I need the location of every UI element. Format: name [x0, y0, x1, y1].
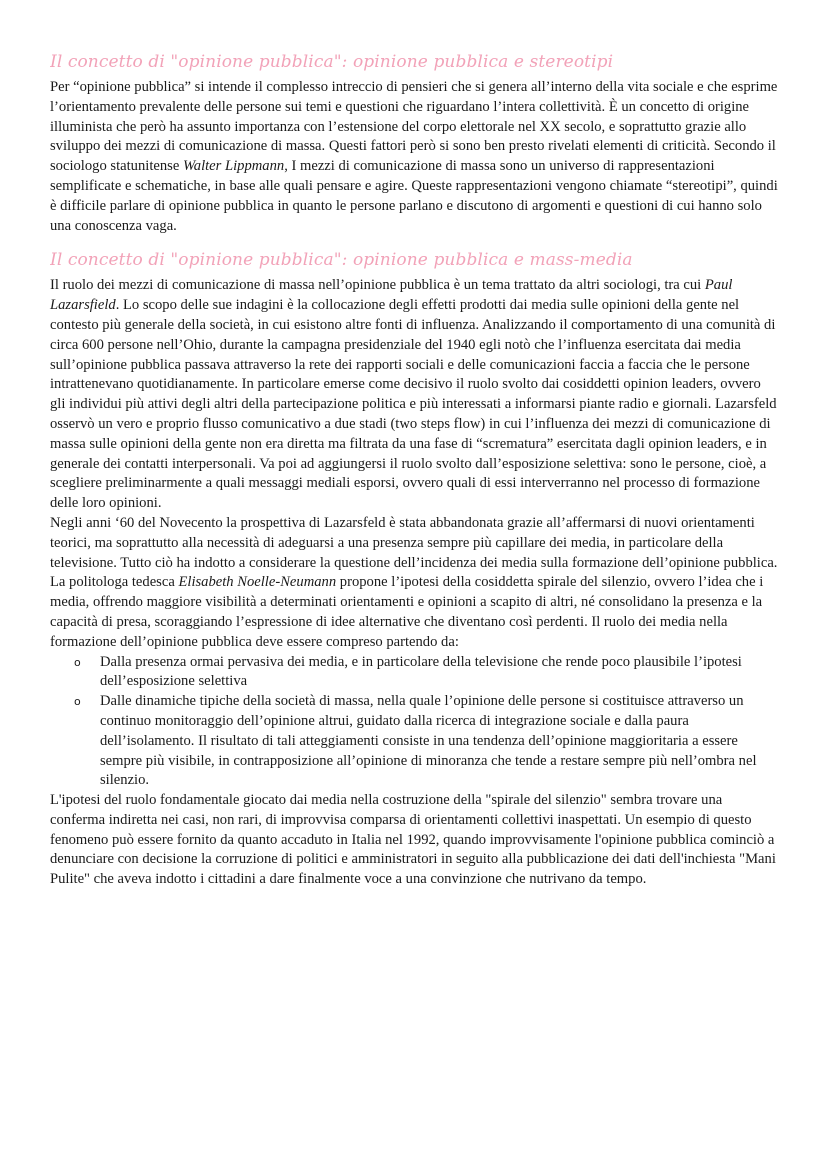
bullet-list: [50, 653, 778, 792]
list-item-text: Dalle dinamiche tipiche della società di massa, nella quale l’opinione delle persone si costituisce attraverso un continuo monitoraggio dell’opinione altrui, guidato dalla ricerca di integrazione sociale e dalla paura dell’isolamento. Il risultato di tali atteggiamenti consiste in una tendenza dell’opinione maggioritaria a essere sempre più visibile, in contrapposizione all’opinione di minoranza che tende a restare sempre più nell’ombra nel silenzio.: [100, 693, 757, 789]
paragraph-text: Negli anni ‘60 del Novecento la prospettiva di Lazarsfeld è stata abbandonata grazie all’affermarsi di nuovi orientamenti teorici, ma soprattutto alla necessità di adeguarsi a una presenza sempre più capillare dei media, in particolare della televisione. Tutto ciò ha indotto a considerare la questione dell’incidenza dei media sulla formazione dell’opinione pubblica. La politologa tedesca: [50, 514, 778, 591]
author-name-noelle-neumann: Elisabeth Noelle-Neumann: [178, 574, 337, 591]
bullet-circle-icon: o: [74, 655, 81, 669]
paragraph-text: Il ruolo dei mezzi di comunicazione di massa nell’opinione pubblica è un tema trattato da altri sociologi, tra cui: [50, 277, 705, 294]
paragraph-mani-pulite: L'ipotesi del ruolo fondamentale giocato dai media nella costruzione della "spirale del silenzio" sembra trovare una conferma indiretta nei casi, non rari, di improvvisa comparsa di orientamenti collettivi inaspettati. Un esempio di questo fenomeno può essere fornito da quanto accaduto in Italia nel 1992, quando improvvisamente l'opinione pubblica cominciò a denunciare con decisione la corruzione di politici e amministratori in seguito alla pubblicazione dei dati dell'inchiesta "Mani Pulite" che aveva indotto i cittadini a dare finalmente voce a una convinzione che nutrivano da tempo.: [50, 792, 776, 888]
list-item: [74, 692, 778, 791]
section-heading-stereotipi: Il concetto di "opinione pubblica": opinione pubblica e stereotipi: [50, 52, 614, 72]
paragraph-text: propone l’ipotesi della cosiddetta spirale del silenzio, ovvero l’idea che i media, offrendo maggiore visibilità a determinati orientamenti e opinioni a scapito di altri, né consolidano la presenza e la capacità di presa, scoraggiando l’espressione di idee alternative che diventano così perdenti. Il ruolo dei media nella formazione dell’opinione pubblica deve essere compreso partendo da:: [50, 574, 764, 650]
paragraph-stereotipi: [50, 78, 778, 236]
list-item: [74, 653, 778, 693]
paragraph-noelle-neumann: [50, 514, 778, 653]
paragraph-text: . Lo scopo delle sue indagini è la collocazione degli effetti prodotti dai media sulle opinioni della gente nel contesto più generale della società, in cui esistono altre fonti di influenza. Analizzando il comportamento di una comunità di circa 600 persone nell’Ohio, durante la campagna presidenziale del 1940 egli notò che l’influenza esercitata dai media sull’opinione pubblica passava attraverso la rete dei rapporti sociali e delle comunicazioni faccia a faccia che le persone intrattenevano quotidianamente. In particolare emerse come decisivo il ruolo svolto dai cosiddetti opinion leaders, ovvero gli individui più attivi degli altri della partecipazione politica e più interessati a informarsi piante radio e giornali. Lazarsfeld osservò un vero e proprio flusso comunicativo a due stadi (two steps flow) in cui l’influenza dei mezzi di comunicazione di massa sulle opinioni della gente non era diretta ma filtrata da una fase di “scrematura” esercitata dagli opinion leaders, e in generale dei contatti interpersonali. Va poi ad aggiungersi il ruolo svolto dall’esposizione selettiva: sono le persone, cioè, a scegliere preliminarmente a quali messaggi mediali esporsi, ovvero quali di essi interverranno nel processo di formazione delle loro opinioni.: [50, 297, 777, 512]
paragraph-text: Per “opinione pubblica” si intende il complesso intreccio di pensieri che si genera all’interno della vita sociale e che esprime l’orientamento prevalente delle persone sui temi e questioni che riguardano l’intera collettività. È un concetto di origine illuminista che però ha assunto importanza con l’estensione del corpo elettorale nel XX secolo, e soprattutto grazie allo sviluppo dei mezzi di comunicazione di massa. Questi fattori però si sono ben presto rivelati elementi di criticità. Secondo il sociologo statunitense: [50, 79, 778, 175]
author-name-lippmann: Walter Lippmann: [182, 158, 285, 175]
document-page: [50, 50, 778, 890]
paragraph-lazarsfeld: [50, 276, 778, 514]
author-name-lazarsfield: Paul Lazarsfield: [50, 277, 733, 314]
paragraph-text: , I mezzi di comunicazione di massa sono un universo di rappresentazioni semplificate e schematiche, in base alle quali pensare e agire. Queste rappresentazioni vengono chiamate “stereotipi”, quindi è difficile parlare di opinione pubblica in quanto le persone parlano e discutono di argomenti e questioni di cui hanno solo una conoscenza vaga.: [50, 158, 778, 234]
section-heading-mass-media: Il concetto di "opinione pubblica": opinione pubblica e mass-media: [50, 250, 633, 271]
list-item-text: Dalla presenza ormai pervasiva dei media, e in particolare della televisione che rende poco plausibile l’ipotesi dell’esposizione selettiva: [100, 653, 742, 690]
bullet-circle-icon: o: [74, 695, 81, 709]
